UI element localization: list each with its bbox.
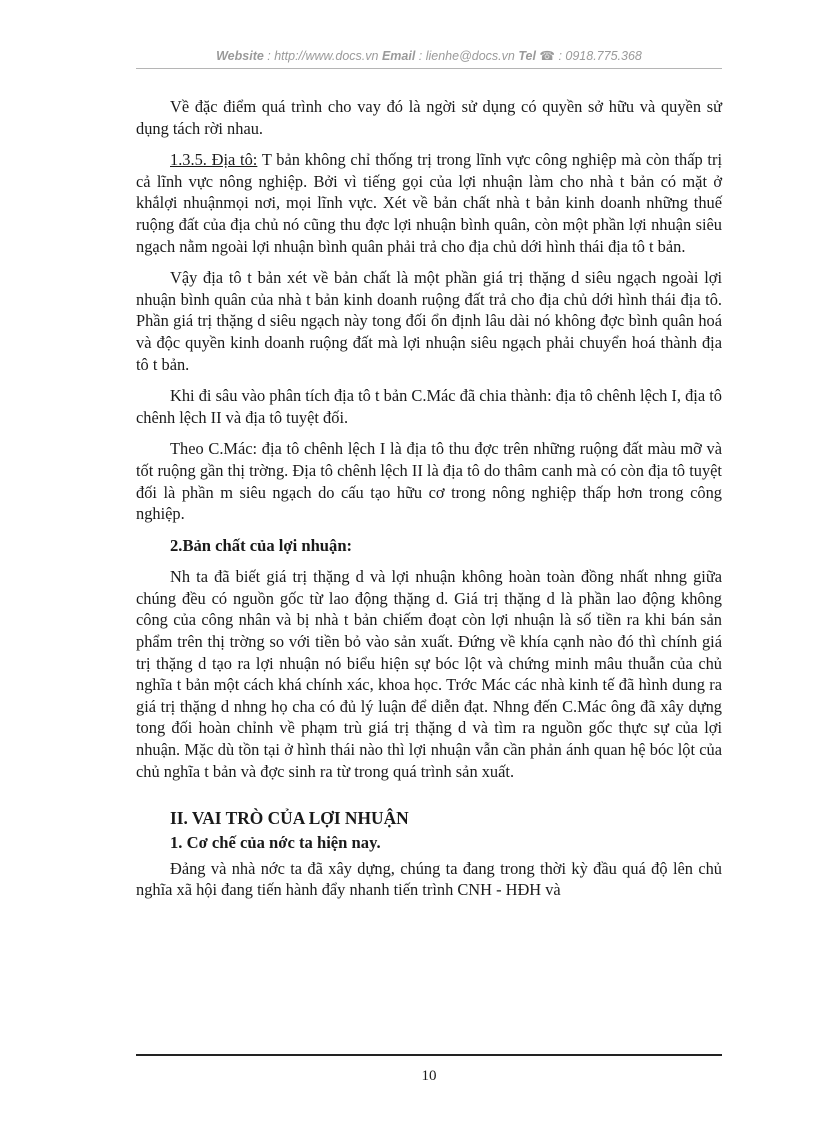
email-value[interactable]: lienhe@docs.vn xyxy=(425,49,515,63)
email-label: Email xyxy=(381,49,416,63)
document-body xyxy=(136,96,722,911)
paragraph-5: Theo C.Mác: địa tô chênh lệch I là địa tô thu đợc trên những ruộng đất màu mỡ và tốt ruộng gần thị trờng. Địa tô chênh lệch II là địa tô do thâm canh mà có còn địa tô tuyệt đối là phần m siêu ngạch do cấu tạo hữu cơ trong nông nghiệp thấp hơn trong công nghiệp. xyxy=(136,439,722,524)
paragraph-1: Về đặc điểm quá trình cho vay đó là ngời sử dụng có quyền sở hữu và quyền sử dụng tách rời nhau. xyxy=(136,97,722,138)
page-number: 10 xyxy=(421,1068,437,1084)
website-label: Website xyxy=(216,49,264,63)
heading-II: II. VAI TRÒ CỦA LỢI NHUẬN xyxy=(170,808,409,829)
page-header: Website : http://www.docs.vn Email : lienhe@docs.vn Tel ☎ : 0918.775.368 xyxy=(136,48,722,69)
paragraph-4: Khi đi sâu vào phân tích địa tô t bản C.Mác đã chia thành: địa tô chênh lệch I, địa tô chênh lệch II và địa tô tuyệt đối. xyxy=(136,386,722,427)
paragraph-7: Đảng và nhà nớc ta đã xây dựng, chúng ta đang trong thời kỳ đầu quá độ lên chủ nghĩa xã hội đang tiến hành đẩy nhanh tiến trình CNH - HĐH và xyxy=(136,858,722,900)
footer-divider xyxy=(136,1054,722,1056)
section-1-3-5-heading: 1.3.5. Địa tô: xyxy=(170,150,258,170)
website-url[interactable]: http://www.docs.vn xyxy=(274,49,379,63)
heading-1: 1. Cơ chế của nớc ta hiện nay. xyxy=(170,833,381,853)
tel-value: 0918.775.368 xyxy=(565,49,642,63)
spacer xyxy=(136,792,722,806)
heading-2: 2.Bản chất của lợi nhuận: xyxy=(170,535,353,555)
paragraph-6: Nh ta đã biết giá trị thặng d và lợi nhuận không hoàn toàn đồng nhất nhng giữa chúng đều có nguồn gốc từ lao động thặng d. Giá trị thặng d là phần lao động không công của công nhân và bị nhà t bản chiếm đoạt còn lợi nhuận là số tiền ra khi bán sản phẩm trên thị trờng so với tiền bỏ vào sản xuất. Đứng về khía cạnh nào đó thì chính giá trị thặng d tạo ra lợi nhuận nó biểu hiện sự bóc lột và chứng minh mâu thuẫn của chủ nghĩa t bản một cách khá chính xác, khoa học. Trớc Mác các nhà kinh tế đã hình dung ra giá trị thặng d nhng họ cha có đủ lý luận để diễn đạt. Nhng đến C.Mác ông đã xây dựng tong đối hoàn chỉnh về phạm trù giá trị thặng d và tìm ra nguồn gốc thực sự của lợi nhuận. Mặc dù tồn tại ở hình thái nào thì lợi nhuận vẫn cần phản ánh quan hệ bóc lột của chủ nghĩa t bản và đợc sinh ra từ trong quá trình sản xuất. xyxy=(136,567,722,781)
paragraph-2 xyxy=(136,149,722,257)
tel-label: Tel ☎ xyxy=(518,49,555,63)
paragraph-3: Vậy địa tô t bản xét về bản chất là một phần giá trị thặng d siêu ngạch ngoài lợi nhuận bình quân của nhà t bản kinh doanh ruộng đất trả cho địa chủ dới hình thái địa tô. Phần giá trị thặng d siêu ngạch này tong đối ổn định lâu dài nó không đợc bình quân hoá và độc quyền kinh doanh ruộng đất mà lợi nhuận siêu ngạch phải chuyển hoá thành địa tô t bản. xyxy=(136,268,722,374)
paragraph-2-text: T bản không chỉ thống trị trong lĩnh vực công nghiệp mà còn thấp trị cả lĩnh vực nông nghiệp. Bởi vì tiếng gọi của lợi nhuận làm cho nhà t bản có mặt ở khắlợi nhuậnmọi nơi, mọi lĩnh vực. Xét về bản chất nhà t bản kinh doanh những thuế ruộng đất của địa chủ nó cũng thu đợc lợi nhuận bình quân, còn một phần lợi nhuận siêu ngạch nằm ngoài lợi nhuận bình quân phải trả cho địa chủ dới hình thái địa tô t bản. xyxy=(136,150,722,256)
